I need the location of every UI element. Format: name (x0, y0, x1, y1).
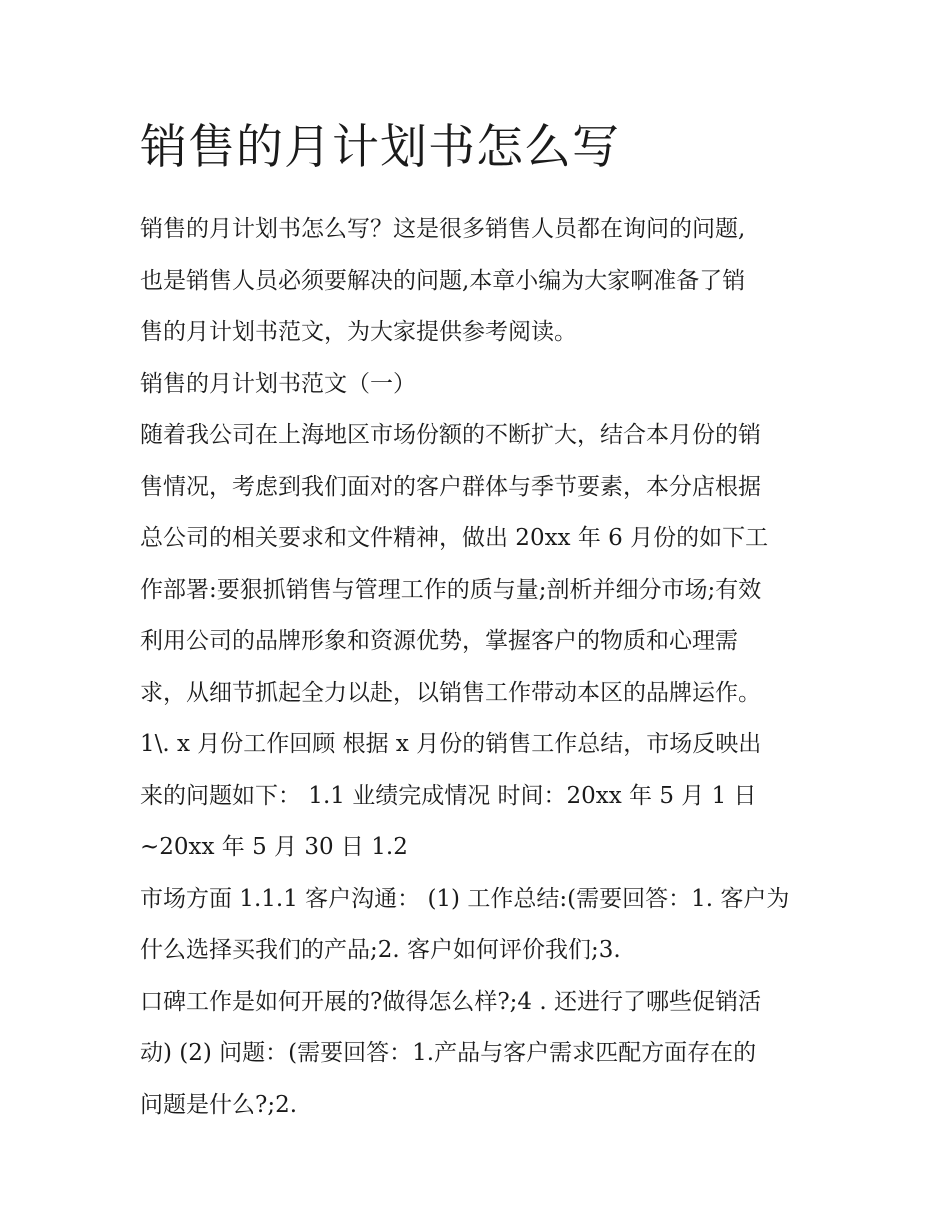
text-line: 动) (2) 问题：(需要回答：1.产品与客户需求匹配方面存在的 (140, 1040, 757, 1066)
text-line: 作部署:要狠抓销售与管理工作的质与量;剖析并细分市场;有效 (140, 576, 762, 603)
text-line: 售情况，考虑到我们面对的客户群体与季节要素，本分店根据 (140, 473, 761, 500)
text-line: 随着我公司在上海地区市场份额的不断扩大，结合本月份的销 (140, 422, 761, 448)
text-line: 市场方面 1.1.1 客户沟通： (1) 工作总结:(需要回答：1. 客户为 (140, 885, 790, 912)
text-line: 销售的月计划书怎么写？这是很多销售人员都在询问的问题, (140, 216, 746, 242)
text-line: 也是销售人员必须要解决的问题,本章小编为大家啊准备了销 (140, 267, 746, 294)
text-line: 口碑工作是如何开展的?做得怎么样?;4 . 还进行了哪些促销活 (140, 988, 761, 1015)
text-line: 什么选择买我们的产品;2. 客户如何评价我们;3. (140, 937, 621, 963)
document-body (140, 112, 820, 1131)
text-line: 利用公司的品牌形象和资源优势，掌握客户的物质和心理需 (140, 628, 738, 654)
text-line: ~20xx 年 5 月 30 日 1.2 (140, 834, 408, 860)
text-line: 1\. x 月份工作回顾 根据 x 月份的销售工作总结，市场反映出 (140, 731, 762, 757)
document-title: 销售的月计划书怎么写 (140, 120, 620, 175)
text-line: 售的月计划书范文，为大家提供参考阅读。 (140, 319, 577, 345)
section-heading: 销售的月计划书范文（一） (140, 370, 416, 397)
text-line: 总公司的相关要求和文件精神，做出 20xx 年 6 月份的如下工 (140, 525, 769, 551)
text-line: 问题是什么?;2. (140, 1091, 298, 1118)
text-line: 来的问题如下： 1.1 业绩完成情况 时间：20xx 年 5 月 1 日 (140, 782, 757, 809)
text-line: 求，从细节抓起全力以赴，以销售工作带动本区的品牌运作。 (140, 679, 761, 706)
